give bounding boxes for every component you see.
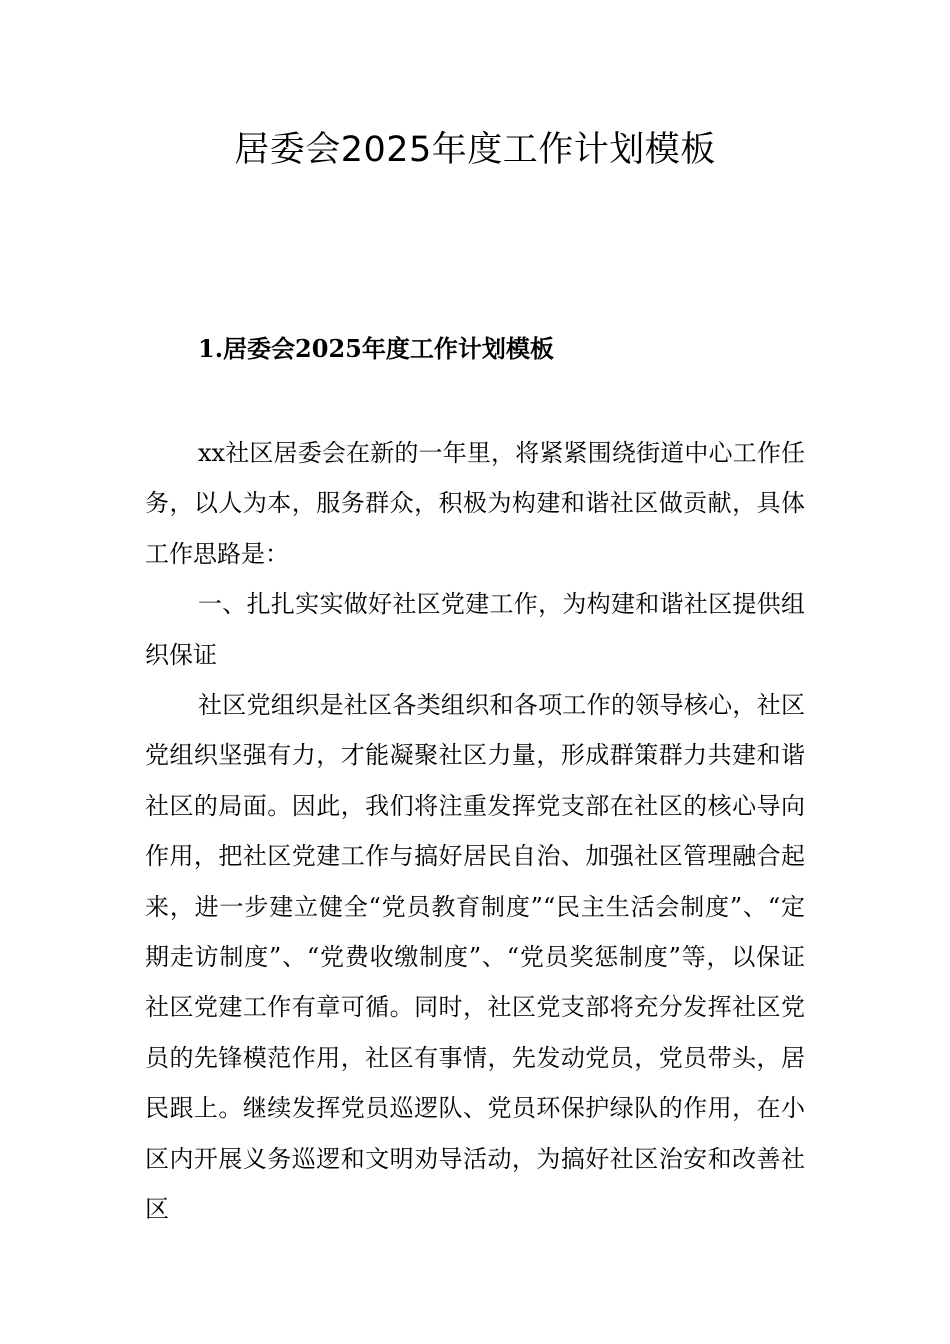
document-title: 居委会2025年度工作计划模板 bbox=[234, 130, 716, 170]
section-one-heading: 一、扎扎实实做好社区党建工作，为构建和谐社区提供组织保证 bbox=[145, 590, 805, 669]
section-heading: 1.居委会2025年度工作计划模板 bbox=[198, 334, 554, 363]
body-paragraph: 社区党组织是社区各类组织和各项工作的领导核心，社区党组织坚强有力，才能凝聚社区力量，形成群策群力共建和谐社区的局面。因此，我们将注重发挥党支部在社区的核心导向作用，把社区党建工作与搞好居民自治、加强社区管理融合起来，进一步建立健全“党员教育制度”“民主生活会制度”、“定期走访制度”、“党费收缴制度”、“党员奖惩制度”等，以保证社区党建工作有章可循。同时，社区党支部将充分发挥社区党员的先锋模范作用，社区有事情，先发动党员，党员带头，居民跟上。继续发挥党员巡逻队、党员环保护绿队的作用，在小区内开展义务巡逻和文明劝导活动，为搞好社区治安和改善社区 bbox=[145, 691, 805, 1224]
document-body bbox=[145, 428, 805, 1235]
intro-paragraph: xx社区居委会在新的一年里，将紧紧围绕街道中心工作任务，以人为本，服务群众，积极为构建和谐社区做贡献，具体工作思路是： bbox=[145, 439, 805, 568]
